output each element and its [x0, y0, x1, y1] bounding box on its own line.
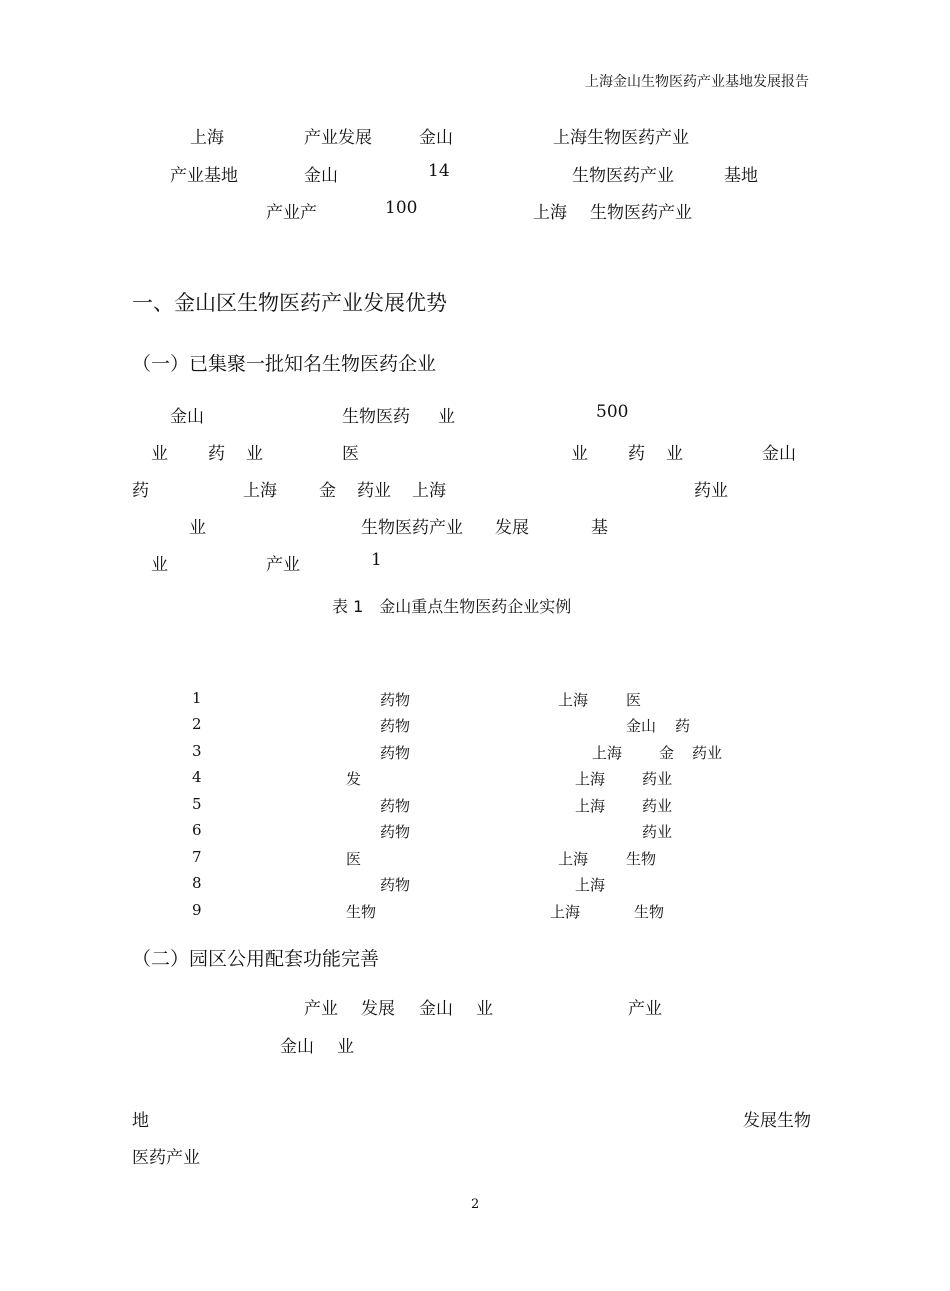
table-cell: 上海: [575, 770, 606, 788]
body-text: 金山: [762, 444, 796, 464]
table-cell: 生物: [634, 903, 665, 921]
body-text: 产业: [304, 999, 338, 1019]
table-cell: 生物: [346, 903, 377, 921]
body-text: 地: [132, 1111, 149, 1131]
row-number: 5: [192, 795, 202, 813]
table-cell: 药物: [380, 823, 411, 841]
table-cell: 药业: [692, 744, 723, 762]
body-text: 业: [151, 555, 168, 575]
body-text: 业: [571, 444, 588, 464]
body-text: 基: [591, 518, 608, 538]
table-cell: 上海: [558, 691, 589, 709]
table-cell: 药物: [380, 876, 411, 894]
body-text: 药: [132, 481, 149, 501]
body-text: 业: [337, 1037, 354, 1057]
subsection-title: （二）园区公用配套功能完善: [132, 948, 380, 970]
section-title: 一、金山区生物医药产业发展优势: [132, 291, 447, 315]
intro-text: 14: [428, 161, 450, 181]
intro-text: 生物医药产业: [590, 203, 692, 223]
table-cell: 医: [626, 691, 642, 709]
table-cell: 药业: [642, 797, 673, 815]
body-text: 药业: [357, 481, 391, 501]
body-text: 发展: [495, 518, 529, 538]
row-number: 4: [192, 768, 202, 786]
table-cell: 金山: [626, 717, 657, 735]
table-cell: 发: [346, 770, 362, 788]
intro-text: 产业基地: [170, 166, 238, 186]
body-text: 发展生物: [743, 1111, 811, 1131]
body-text: 金: [319, 481, 336, 501]
body-text: 医: [342, 444, 359, 464]
body-text: 金山: [419, 999, 453, 1019]
body-text: 金山: [280, 1037, 314, 1057]
table-cell: 药: [675, 717, 691, 735]
table-cell: 药物: [380, 691, 411, 709]
body-text: 金山: [170, 407, 204, 427]
body-text: 药: [628, 444, 645, 464]
body-text: 医药产业: [132, 1148, 200, 1168]
table-cell: 药物: [380, 744, 411, 762]
table-cell: 上海: [558, 850, 589, 868]
row-number: 8: [192, 874, 202, 892]
intro-text: 金山: [304, 166, 338, 186]
row-number: 1: [192, 689, 202, 707]
body-text: 生物医药: [342, 407, 410, 427]
subsection-title: （一）已集聚一批知名生物医药企业: [132, 353, 437, 375]
body-text: 业: [246, 444, 263, 464]
body-text: 业: [438, 407, 455, 427]
intro-text: 产业发展: [304, 128, 372, 148]
intro-text: 上海: [533, 203, 567, 223]
intro-text: 金山: [419, 128, 453, 148]
row-number: 6: [192, 821, 202, 839]
table-cell: 上海: [575, 797, 606, 815]
body-text: 上海: [243, 481, 277, 501]
page-number: 2: [471, 1197, 480, 1212]
intro-text: 基地: [724, 166, 758, 186]
table-cell: 上海: [592, 744, 623, 762]
body-text: 业: [666, 444, 683, 464]
table-cell: 药物: [380, 717, 411, 735]
running-header: 上海金山生物医药产业基地发展报告: [585, 74, 809, 90]
body-text: 产业: [628, 999, 662, 1019]
table-cell: 生物: [626, 850, 657, 868]
table-cell: 药业: [642, 770, 673, 788]
body-text: 上海: [412, 481, 446, 501]
intro-text: 上海: [190, 128, 224, 148]
row-number: 9: [192, 901, 202, 919]
table-cell: 上海: [550, 903, 581, 921]
table-cell: 金: [659, 744, 675, 762]
table-cell: 医: [346, 850, 362, 868]
body-text: 500: [596, 402, 629, 422]
body-text: 业: [189, 518, 206, 538]
body-text: 生物医药产业: [361, 518, 463, 538]
body-text: 药: [208, 444, 225, 464]
intro-text: 生物医药产业: [572, 166, 674, 186]
body-text: 产业: [266, 555, 300, 575]
table-caption: 表 1 金山重点生物医药企业实例: [332, 597, 572, 616]
intro-text: 100: [385, 198, 418, 218]
row-number: 2: [192, 715, 202, 733]
body-text: 发展: [361, 999, 395, 1019]
intro-text: 产业产: [266, 203, 317, 223]
body-text: 业: [151, 444, 168, 464]
intro-text: 上海生物医药产业: [553, 128, 689, 148]
body-text: 业: [476, 999, 493, 1019]
body-text: 药业: [694, 481, 728, 501]
row-number: 7: [192, 848, 202, 866]
table-cell: 药物: [380, 797, 411, 815]
body-text: 1: [371, 550, 382, 570]
table-cell: 上海: [575, 876, 606, 894]
row-number: 3: [192, 742, 202, 760]
table-cell: 药业: [642, 823, 673, 841]
